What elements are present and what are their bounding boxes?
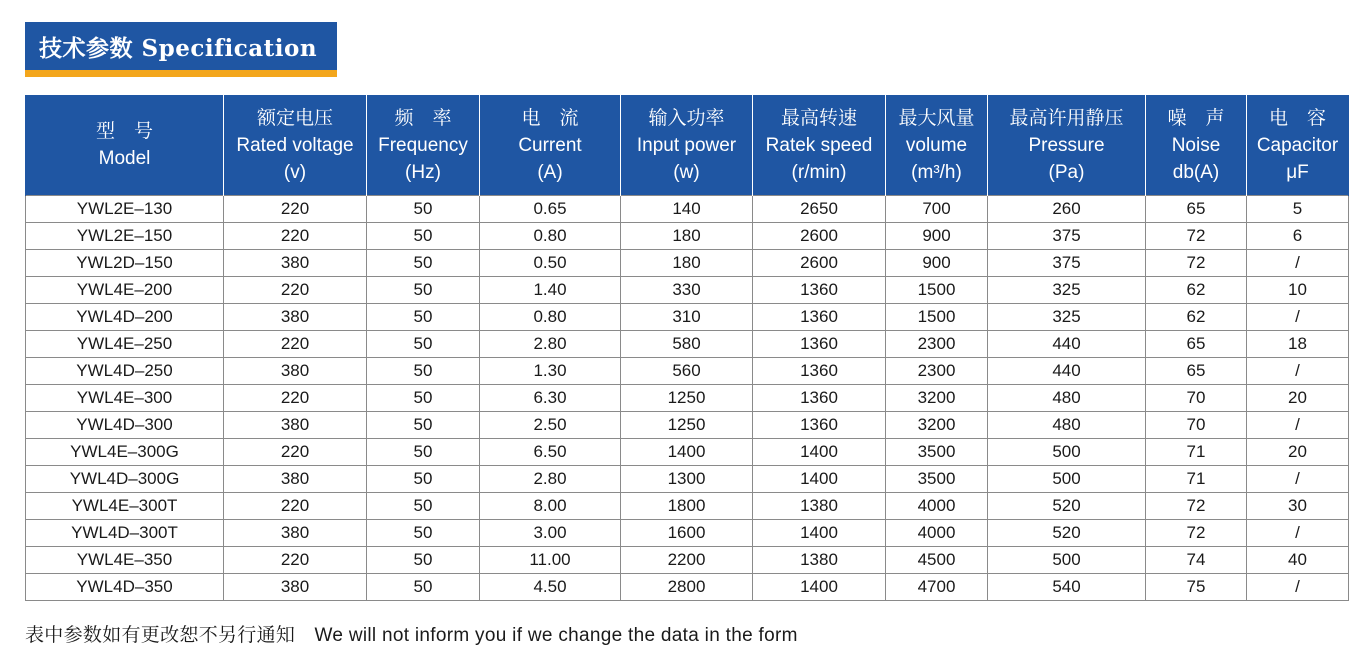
table-cell: 1500: [886, 304, 988, 331]
table-row: [26, 223, 1349, 250]
table-cell: 50: [367, 331, 480, 358]
column-header-en: Current: [518, 134, 582, 156]
table-cell: 520: [988, 493, 1146, 520]
table-cell: /: [1247, 412, 1349, 439]
table-cell: 72: [1146, 250, 1247, 277]
table-cell: 72: [1146, 223, 1247, 250]
table-cell: 1250: [621, 412, 753, 439]
column-header-en: Ratek speed: [765, 134, 873, 156]
table-cell: YWL4E–300: [26, 385, 224, 412]
table-cell: 6.30: [480, 385, 621, 412]
table-cell: 6: [1247, 223, 1349, 250]
table-cell: 4000: [886, 493, 988, 520]
table-cell: 1400: [753, 466, 886, 493]
table-cell: 1800: [621, 493, 753, 520]
table-cell: /: [1247, 358, 1349, 385]
table-cell: 520: [988, 520, 1146, 547]
table-cell: 500: [988, 466, 1146, 493]
column-header-unit: (Pa): [1048, 161, 1085, 183]
table-cell: 1600: [621, 520, 753, 547]
table-cell: 0.80: [480, 223, 621, 250]
column-header-unit: (m³/h): [911, 161, 962, 183]
table-cell: 65: [1146, 358, 1247, 385]
table-cell: 220: [224, 196, 367, 223]
table-cell: 62: [1146, 277, 1247, 304]
table-row: [26, 331, 1349, 358]
table-cell: 4700: [886, 574, 988, 601]
table-cell: 380: [224, 412, 367, 439]
table-cell: 3.00: [480, 520, 621, 547]
column-header-zh: 最高许用静压: [1009, 107, 1124, 129]
table-row: [26, 277, 1349, 304]
column-header: [480, 95, 621, 196]
table-cell: 2600: [753, 223, 886, 250]
table-cell: 2300: [886, 358, 988, 385]
table-row: [26, 466, 1349, 493]
table-cell: 580: [621, 331, 753, 358]
table-cell: 380: [224, 574, 367, 601]
table-row: [26, 520, 1349, 547]
table-cell: YWL4E–350: [26, 547, 224, 574]
table-cell: 220: [224, 547, 367, 574]
column-header-zh: 额定电压: [256, 107, 333, 129]
table-cell: 1400: [753, 520, 886, 547]
table-cell: 1360: [753, 412, 886, 439]
table-cell: YWL4D–350: [26, 574, 224, 601]
column-header-zh: 电 流: [521, 107, 579, 129]
table-cell: 220: [224, 223, 367, 250]
table-cell: /: [1247, 304, 1349, 331]
table-cell: 380: [224, 250, 367, 277]
table-cell: YWL4E–250: [26, 331, 224, 358]
table-cell: 50: [367, 466, 480, 493]
table-cell: 2300: [886, 331, 988, 358]
table-cell: 62: [1146, 304, 1247, 331]
table-cell: 2800: [621, 574, 753, 601]
column-header: [621, 95, 753, 196]
column-header-zh: 输入功率: [648, 107, 725, 129]
table-cell: 18: [1247, 331, 1349, 358]
table-cell: 325: [988, 277, 1146, 304]
table-cell: 1300: [621, 466, 753, 493]
table-cell: 50: [367, 223, 480, 250]
table-cell: 8.00: [480, 493, 621, 520]
section-title: [25, 22, 337, 70]
table-cell: 380: [224, 466, 367, 493]
table-cell: 700: [886, 196, 988, 223]
title-accent-bar: [25, 70, 337, 77]
table-row: [26, 547, 1349, 574]
table-cell: 71: [1146, 439, 1247, 466]
column-header: [988, 95, 1146, 196]
table-cell: 540: [988, 574, 1146, 601]
table-cell: 2.80: [480, 331, 621, 358]
table-cell: 1400: [753, 439, 886, 466]
table-cell: 2.50: [480, 412, 621, 439]
column-header: [224, 95, 367, 196]
table-cell: 50: [367, 412, 480, 439]
column-header-unit: db(A): [1172, 161, 1220, 183]
table-cell: 500: [988, 439, 1146, 466]
table-cell: 220: [224, 493, 367, 520]
table-body: [26, 196, 1349, 601]
table-cell: 50: [367, 196, 480, 223]
section-title-text: 技术参数 Specification: [39, 34, 318, 62]
table-cell: YWL4D–300G: [26, 466, 224, 493]
table-cell: 20: [1247, 439, 1349, 466]
column-header-unit: (w): [673, 161, 700, 183]
table-cell: 10: [1247, 277, 1349, 304]
table-cell: 220: [224, 331, 367, 358]
table-cell: YWL4E–200: [26, 277, 224, 304]
table-cell: 2650: [753, 196, 886, 223]
table-row: [26, 304, 1349, 331]
table-row: [26, 385, 1349, 412]
table-cell: 0.50: [480, 250, 621, 277]
column-header-en: Input power: [636, 134, 737, 156]
table-cell: 2200: [621, 547, 753, 574]
table-cell: 5: [1247, 196, 1349, 223]
table-cell: 375: [988, 223, 1146, 250]
table-cell: 560: [621, 358, 753, 385]
table-row: [26, 196, 1349, 223]
table-row: [26, 412, 1349, 439]
column-header-en: Rated voltage: [236, 134, 354, 156]
table-cell: 180: [621, 223, 753, 250]
column-header-unit: μF: [1286, 161, 1309, 183]
table-cell: 325: [988, 304, 1146, 331]
column-header: [26, 95, 224, 196]
table-cell: 50: [367, 547, 480, 574]
table-cell: 1380: [753, 493, 886, 520]
column-header-unit: (r/min): [791, 161, 847, 183]
table-cell: 1380: [753, 547, 886, 574]
table-cell: 440: [988, 331, 1146, 358]
table-cell: YWL4D–250: [26, 358, 224, 385]
column-header-unit: (A): [537, 161, 563, 183]
table-cell: YWL4D–300T: [26, 520, 224, 547]
table-cell: 4500: [886, 547, 988, 574]
table-cell: 50: [367, 439, 480, 466]
table-cell: 220: [224, 439, 367, 466]
table-cell: 480: [988, 412, 1146, 439]
table-cell: 310: [621, 304, 753, 331]
table-cell: 50: [367, 358, 480, 385]
table-cell: 50: [367, 385, 480, 412]
table-cell: 500: [988, 547, 1146, 574]
column-header: [1247, 95, 1349, 196]
column-header-zh: 型 号: [95, 121, 153, 142]
table-cell: 65: [1146, 196, 1247, 223]
table-cell: 0.65: [480, 196, 621, 223]
table-cell: YWL4E–300T: [26, 493, 224, 520]
table-row: [26, 358, 1349, 385]
column-header-zh: 噪 声: [1167, 107, 1225, 129]
table-cell: 1360: [753, 358, 886, 385]
table-cell: 72: [1146, 520, 1247, 547]
column-header-zh: 最大风量: [898, 107, 975, 129]
table-cell: 180: [621, 250, 753, 277]
table-row: [26, 250, 1349, 277]
table-cell: 50: [367, 250, 480, 277]
table-cell: 1400: [621, 439, 753, 466]
table-cell: YWL4D–200: [26, 304, 224, 331]
column-header: [886, 95, 988, 196]
table-cell: 220: [224, 277, 367, 304]
table-cell: 6.50: [480, 439, 621, 466]
table-cell: 11.00: [480, 547, 621, 574]
table-cell: YWL4D–300: [26, 412, 224, 439]
table-cell: 4000: [886, 520, 988, 547]
table-cell: 50: [367, 304, 480, 331]
table-header-row: [26, 95, 1349, 196]
table-cell: /: [1247, 520, 1349, 547]
table-cell: 71: [1146, 466, 1247, 493]
table-cell: YWL2E–130: [26, 196, 224, 223]
table-cell: 1360: [753, 277, 886, 304]
table-cell: 260: [988, 196, 1146, 223]
table-cell: 2.80: [480, 466, 621, 493]
column-header-en: Pressure: [1028, 134, 1105, 156]
table-cell: 480: [988, 385, 1146, 412]
column-header-en: Model: [98, 148, 151, 169]
table-cell: 30: [1247, 493, 1349, 520]
column-header-zh: 电 容: [1268, 107, 1326, 129]
table-cell: 72: [1146, 493, 1247, 520]
table-cell: 74: [1146, 547, 1247, 574]
table-cell: 1.40: [480, 277, 621, 304]
table-cell: 0.80: [480, 304, 621, 331]
table-cell: 50: [367, 493, 480, 520]
table-cell: 70: [1146, 412, 1247, 439]
column-header-en: volume: [905, 134, 968, 156]
table-cell: 1360: [753, 304, 886, 331]
column-header-unit: (Hz): [405, 161, 441, 183]
column-header-en: Capacitor: [1256, 134, 1339, 156]
table-cell: 3200: [886, 412, 988, 439]
column-header: [367, 95, 480, 196]
table-cell: 3500: [886, 466, 988, 493]
table-cell: YWL2D–150: [26, 250, 224, 277]
column-header-zh: 最高转速: [780, 107, 857, 129]
table-cell: 1.30: [480, 358, 621, 385]
table-cell: YWL2E–150: [26, 223, 224, 250]
table-cell: 4.50: [480, 574, 621, 601]
table-cell: 40: [1247, 547, 1349, 574]
table-row: [26, 574, 1349, 601]
table-cell: 330: [621, 277, 753, 304]
table-cell: 375: [988, 250, 1146, 277]
column-header-zh: 频 率: [394, 107, 452, 129]
table-cell: 1360: [753, 331, 886, 358]
table-cell: 3500: [886, 439, 988, 466]
table-cell: 140: [621, 196, 753, 223]
table-cell: 440: [988, 358, 1146, 385]
column-header: [1146, 95, 1247, 196]
table-cell: 50: [367, 277, 480, 304]
table-cell: 380: [224, 304, 367, 331]
table-cell: /: [1247, 574, 1349, 601]
table-row: [26, 439, 1349, 466]
table-cell: YWL4E–300G: [26, 439, 224, 466]
table-cell: /: [1247, 466, 1349, 493]
table-cell: 20: [1247, 385, 1349, 412]
table-cell: 900: [886, 223, 988, 250]
table-cell: 3200: [886, 385, 988, 412]
table-cell: 380: [224, 520, 367, 547]
table-cell: 900: [886, 250, 988, 277]
spec-table: [25, 95, 1349, 601]
column-header: [753, 95, 886, 196]
column-header-unit: (v): [283, 161, 307, 183]
table-cell: 220: [224, 385, 367, 412]
table-cell: 2600: [753, 250, 886, 277]
table-cell: 65: [1146, 331, 1247, 358]
table-row: [26, 493, 1349, 520]
table-cell: 50: [367, 574, 480, 601]
column-header-en: Frequency: [378, 134, 468, 156]
table-cell: 50: [367, 520, 480, 547]
footer-note: 表中参数如有更改恕不另行通知 We will not inform you if we change the data in the form: [25, 625, 798, 646]
table-cell: 1360: [753, 385, 886, 412]
table-cell: 1500: [886, 277, 988, 304]
table-cell: 75: [1146, 574, 1247, 601]
table-cell: /: [1247, 250, 1349, 277]
column-header-en: Noise: [1171, 134, 1221, 156]
table-cell: 1400: [753, 574, 886, 601]
table-cell: 1250: [621, 385, 753, 412]
table-cell: 70: [1146, 385, 1247, 412]
table-cell: 380: [224, 358, 367, 385]
